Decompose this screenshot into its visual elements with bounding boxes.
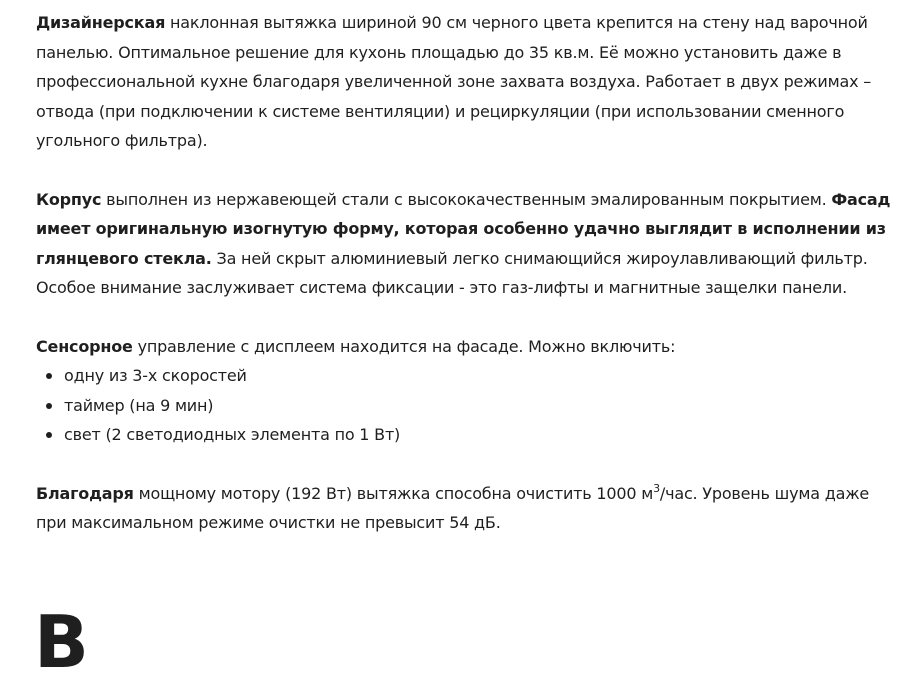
description-content — [36, 8, 896, 567]
superscript: 3 — [653, 481, 660, 495]
list-item — [36, 361, 896, 391]
list-item-text: одну из 3-х скоростей — [64, 366, 247, 385]
paragraph-text-continued: /час. Уровень шума даже при максимальном режиме очистки не превысит 54 дБ. — [36, 483, 870, 532]
section-heading-cut-off: В — [34, 600, 89, 684]
list-item-text: таймер (на 9 мин) — [64, 395, 214, 415]
paragraph-highlight-bold: Фасад имеет оригинальную изогнутую форму, которая особенно удачно выглядит в исполнении из глянцевого стекла. — [36, 189, 891, 268]
paragraph-lead-bold: Дизайнерская — [36, 13, 166, 32]
paragraph-text: мощному мотору (192 Вт) вытяжка способна очистить 1000 м — [133, 483, 654, 503]
paragraph-text: наклонная вытяжка шириной 90 см черного цвета крепится на стену над варочной панелью. Оптимальное решение для кухонь площадью до 35 кв.м. Её можно установить даже в профессиональной кухне благодаря увеличенной зоне захвата воздуха. Работает в двух режимах – отвода (при подключении к системе вентиляции) и рециркуляции (при использовании сменного угольного фильтра). — [36, 13, 872, 150]
list-item — [36, 420, 896, 450]
paragraph-motor — [36, 479, 896, 538]
paragraph-text-continued: За ней скрыт алюминиевый легко снимающийся жироулавливающий фильтр. Особое внимание заслуживает система фиксации - это газ-лифты и магнитные защелки панели. — [36, 248, 868, 297]
paragraph-lead-bold: Благодаря — [36, 483, 134, 503]
paragraph-body — [36, 185, 896, 303]
bullet-icon — [46, 373, 52, 379]
bullet-icon — [46, 432, 52, 438]
paragraph-text: выполнен из нержавеющей стали с высококачественным эмалированным покрытием. — [101, 189, 832, 209]
paragraph-controls — [36, 332, 896, 362]
paragraph-lead-bold: Корпус — [36, 189, 102, 209]
list-item — [36, 391, 896, 421]
bullet-icon — [46, 403, 52, 409]
list-item-text: свет (2 светодиодных элемента по 1 Вт) — [64, 425, 401, 444]
paragraph-design — [36, 8, 896, 156]
paragraph-lead-bold: Сенсорное — [36, 336, 133, 356]
feature-list — [36, 361, 896, 450]
paragraph-text: управление с дисплеем находится на фасаде. Можно включить: — [132, 336, 676, 356]
